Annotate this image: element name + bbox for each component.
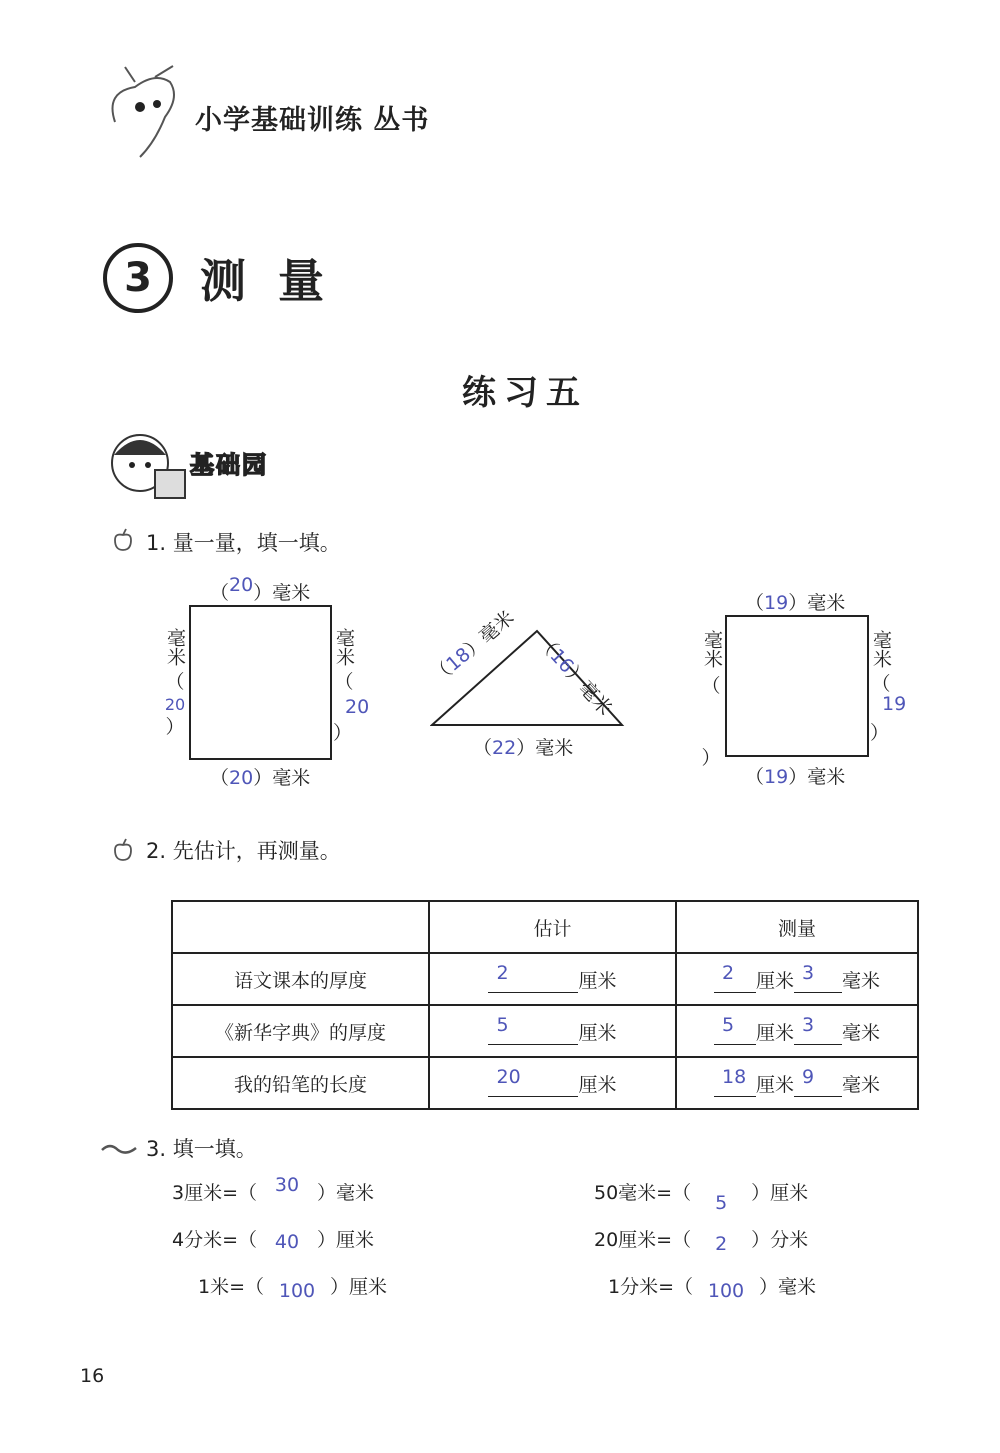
section-tag: 基础园 xyxy=(190,451,268,479)
series-title: 小学基础训练 丛书 xyxy=(195,105,430,136)
conversion-item: 4分米=（ 40 ）厘米 xyxy=(172,1229,375,1253)
table-row xyxy=(172,1057,918,1109)
table-row xyxy=(172,953,918,1005)
conversion-item: 3厘米=（ 30 ）毫米 xyxy=(172,1174,375,1204)
exercise-title: 练习五 xyxy=(462,373,588,413)
page-number: 16 xyxy=(80,1365,105,1387)
mascot-icon xyxy=(95,62,190,162)
apple-icon xyxy=(110,838,136,862)
estimate-cell: 2 厘米 xyxy=(429,953,676,1005)
triangle-bottom-label: （22）毫米 xyxy=(473,737,574,759)
kid-reading-icon xyxy=(100,425,195,505)
conversion-item: 1分米=（ 100 ）毫米 xyxy=(608,1276,817,1302)
estimate-cell: 20 厘米 xyxy=(429,1057,676,1109)
row-item: 《新华字典》的厚度 xyxy=(172,1005,429,1057)
worm-icon xyxy=(100,1140,138,1156)
square-2 xyxy=(725,615,869,757)
answer: 20 xyxy=(229,574,254,596)
square1-top-label: （20）毫米 xyxy=(210,574,311,604)
measure-cell: 18 厘米 9 毫米 xyxy=(676,1057,918,1109)
row-item: 语文课本的厚度 xyxy=(172,953,429,1005)
conversion-item: 50毫米=（ 5 ）厘米 xyxy=(594,1182,809,1214)
square2-right-answer: 19 xyxy=(882,693,907,715)
apple-icon xyxy=(110,528,136,552)
table-row xyxy=(172,1005,918,1057)
square1-right-answer: 20 xyxy=(345,696,370,718)
row-item: 我的铅笔的长度 xyxy=(172,1057,429,1109)
estimate-cell: 5 厘米 xyxy=(429,1005,676,1057)
chapter-number: 3 xyxy=(103,243,173,313)
table-header: 测量 xyxy=(676,901,918,953)
conversion-item: 1米=（ 100 ）厘米 xyxy=(198,1276,388,1302)
square2-bottom-label: （19）毫米 xyxy=(745,766,846,788)
paren: ） xyxy=(333,722,353,744)
table-header-row xyxy=(172,901,918,953)
measure-cell: 5 厘米 3 毫米 xyxy=(676,1005,918,1057)
estimate-table xyxy=(171,900,919,1110)
square1-left-label: 毫米 （ 20 ） xyxy=(164,628,186,738)
square1-right-label: 毫米 （ xyxy=(333,628,355,693)
chapter-title: 测量 xyxy=(200,254,356,308)
q3-prompt: 3. 填一填。 xyxy=(146,1137,257,1161)
q1-prompt: 1. 量一量，填一填。 xyxy=(146,531,341,555)
square1-bottom-label: （20）毫米 xyxy=(210,767,311,789)
square-1 xyxy=(189,605,332,760)
table-header xyxy=(172,901,429,953)
table-header: 估计 xyxy=(429,901,676,953)
square2-left-label: 毫米 （ ） xyxy=(701,630,723,769)
triangle-right-label: （16）毫米 xyxy=(532,630,617,720)
conversion-item: 20厘米=（ 2 ）分米 xyxy=(594,1229,809,1255)
measure-cell: 2 厘米 3 毫米 xyxy=(676,953,918,1005)
q2-prompt: 2. 先估计，再测量。 xyxy=(146,839,341,863)
square2-top-label: （19）毫米 xyxy=(745,592,846,614)
triangle-left-label: （18）毫米 xyxy=(427,606,519,688)
paren: ） xyxy=(870,722,890,744)
square2-right-label: 毫米 （ xyxy=(870,630,892,695)
